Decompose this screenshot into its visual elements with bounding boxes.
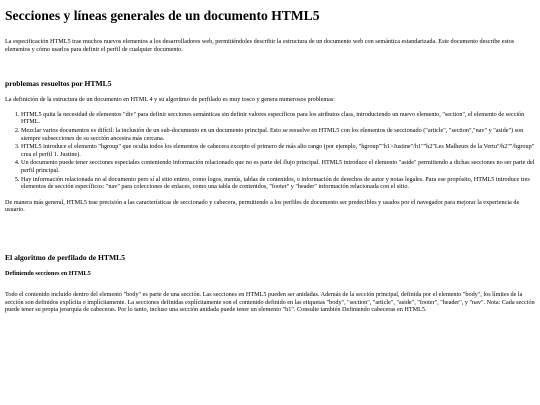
section-heading-problems: problemas resueltos por HTML5: [5, 79, 112, 89]
list-item: 5. Hay información relacionada no al documento pero sí al sitio entero, como logos, menús, tablas de contenidos, o información de derechos de autor y notas legales. Para ese propósito, HTML5 introduce tres elementos de sección específicos: "nav" para colecciones de enlaces, como una tabla de contenidos, "footer" y "header" información relacionada con el sitio.: [21, 176, 535, 191]
section-heading-algorithm: El algoritmo de perfilado de HTML5: [5, 252, 126, 262]
list-item: 2. Mezclar varios documentos es difícil: la inclusión de un sub-documento en un documento principal. Esto se resuelve en HTML5 con los elementos de seccionado ("article", "section","nav" y "aside") son siempre subsecciones de su sección ancestra más cercana.: [21, 127, 535, 142]
list-item: 4. Un documento puede tener secciones especiales conteniendo información relacionado que no es parte del flujo principal. HTML5 introduce el elemento "aside" permitiendo a dichas secciones no ser parte del perfil principal.: [21, 159, 535, 174]
list-item: 3. HTML5 introduce el elemento "hgroup" que oculta todos los elementos de cabecera excepto el primero de más alto rango (por ejemplo, "hgroup""h1>Justine"/h1""h2"Les Malheurs de la Vertu"/h2""/hgroup" crea el perfil 1. Justine).: [21, 143, 535, 158]
page-title: Secciones y líneas generales de un documento HTML5: [5, 8, 320, 23]
problems-list: [5, 111, 535, 191]
problems-lead-paragraph: La definición de la estructura de un documento en HTML 4 y su algoritmo de perfilado es muy tosco y genera numerosos problemas:: [5, 96, 336, 104]
defining-sections-paragraph: Todo el contenido incluido dentro del elemento "body" es parte de una sección. Las secciones en HTML5 pueden ser anidadas. Además de la sección principal, definida por el elemento "body", los límites de la sección son definidos explícita o implícitamente. La secciones definidas explícitamente son el contenido definido en las etiquetas "body", "section", "article", "aside", "footer", "header", y "nav". Nota: Cada sección puede tener su propia jerarquía de cabeceras. Por lo tanto, incluso una sección anidada puede tener un elemento "h1". Consulte también Definiendo cabeceras en HTML5.: [5, 290, 535, 314]
problems-closing-paragraph: De manera más general, HTML5 trae precisión a las características de seccionado y cabecera, permitiendo a los perfiles de documento ser predecibles y usados por el navegador para mejorar la experiencia de usuario.: [5, 198, 520, 214]
list-item: 1. HTML5 quita la necesidad de elementos "div" para definir secciones semánticas sin definir valores específicos para los atributos class, introduciendo un nuevo elemento, "section", el elemento de sección HTML.: [21, 111, 535, 126]
intro-paragraph: La especificación HTML5 trae muchos nuevos elementos a los desarrolladores web, permitiéndoles describir la estructura de un documento web con semántica estandarizada. Este documento describe estos elementos y cómo usarlos para definir el perfil de cualquier documento.: [5, 38, 515, 53]
subsection-heading-defining-sections: Definiendo secciones en HTML5: [5, 269, 91, 277]
